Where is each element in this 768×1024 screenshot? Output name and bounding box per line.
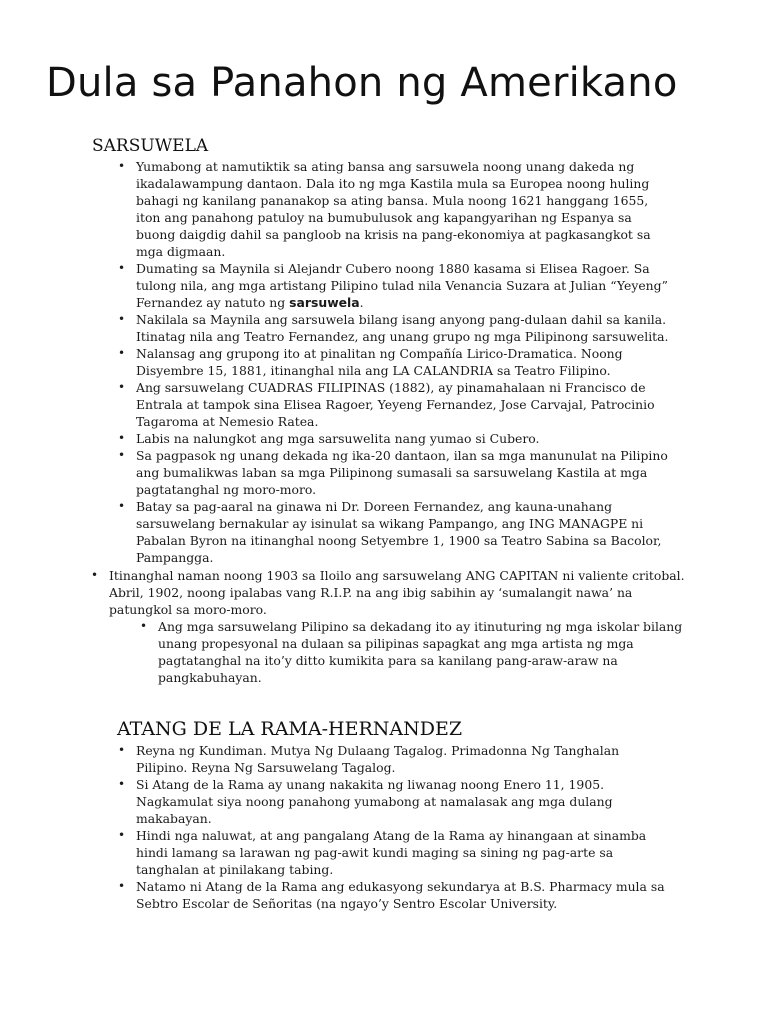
section-heading-atang: ATANG DE LA RAMA-HERNANDEZ [117, 718, 463, 740]
list-item: • Nakilala sa Maynila ang sarsuwela bilang isang anyong pang-dulaan dahil sa kanila. Itinatag nila ang Teatro Fernandez, ang unang grupo ng mga Pilipinong sarsuwelita. [114, 311, 674, 345]
bold-keyword: sarsuwela [289, 295, 360, 310]
list-item: • Yumabong at namutiktik sa ating bansa ang sarsuwela noong unang dakeda ng ikadalawampung dantaon. Dala ito ng mga Kastila mula sa Europea noong huling bahagi ng kanilang pananakop sa ating bansa. Mula noong 1621 hanggang 1655, iton ang panahong patuloy na bumubulusok ang kapangyarihan ng Espanya sa buong daigdig dahil sa pangloob na krisis na pang-ekonomiya at pagkasangkot sa mga digmaan. [114, 158, 674, 260]
list-item: • Ang mga sarsuwelang Pilipino sa dekadang ito ay itinuturing ng mga iskolar bilang unang propesyonal na dulaan sa pilipinas sapagkat ang mga artista ng mga pagtatanghal na ito’y ditto kumikita para sa kanilang pang-araw-araw na pangkabuhayan. [136, 618, 687, 686]
list-item: • Ang sarsuwelang CUADRAS FILIPINAS (1882), ay pinamahalaan ni Francisco de Entrala at tampok sina Elisea Ragoer, Yeyeng Fernandez, Jose Carvajal, Patrocinio Tagaroma at Nemesio Ratea. [114, 379, 674, 430]
outer-bullet-list [87, 567, 687, 686]
list-item-text: Itinanghal naman noong 1903 sa Iloilo ang sarsuwelang ANG CAPITAN ni valiente critobal. Abril, 1902, noong ipalabas vang R.I.P. na ang ibig sabihin ay ‘sumalangit nawa’ na patungkol sa moro-moro. [109, 568, 685, 617]
list-item: • Sa pagpasok ng unang dekada ng ika-20 dantaon, ilan sa mga manunulat na Pilipino ang bumalikwas laban sa mga Pilipinong sumasali sa sarsuwelang Kastila at mga pagtatanghal ng moro-moro. [114, 447, 674, 498]
list-item-text: Dumating sa Maynila si Alejandr Cubero noong 1880 kasama si Elisea Ragoer. Sa tulong nila, ang mga artistang Pilipino tulad nila Venancia Suzara at Julian “Yeyeng” Fernandez ay natuto ng [136, 261, 668, 310]
list-item [87, 567, 687, 686]
list-item: • Batay sa pag-aaral na ginawa ni Dr. Doreen Fernandez, ang kauna-unahang sarsuwelang bernakular ay isinulat sa wikang Pampango, ang ING MANAGPE ni Pabalan Byron na itinanghal noong Setyembre 1, 1900 sa Teatro Sabina sa Bacolor, Pampangga. [114, 498, 674, 566]
list-item: • Reyna ng Kundiman. Mutya Ng Dulaang Tagalog. Primadonna Ng Tanghalan Pilipino. Reyna Ng Sarsuwelang Tagalog. [114, 742, 674, 776]
page-title: Dula sa Panahon ng Amerikano [46, 60, 678, 106]
list-item: • Si Atang de la Rama ay unang nakakita ng liwanag noong Enero 11, 1905. Nagkamulat siya noong panahong yumabong at namalasak ang mga dulang makabayan. [114, 776, 674, 827]
nested-bullet-list [109, 618, 687, 686]
section-heading-sarsuwela: SARSUWELA [92, 136, 209, 156]
list-item: • Labis na nalungkot ang mga sarsuwelita nang yumao si Cubero. [114, 430, 674, 447]
sarsuwela-bullet-list [114, 158, 674, 566]
atang-bullet-list [114, 742, 674, 912]
list-item: • Nalansag ang grupong ito at pinalitan ng Compañía Lirico-Dramatica. Noong Disyembre 15, 1881, itinanghal nila ang LA CALANDRIA sa Teatro Filipino. [114, 345, 674, 379]
list-item [114, 260, 674, 311]
list-item-suffix: . [359, 295, 364, 310]
list-item: • Natamo ni Atang de la Rama ang edukasyong sekundarya at B.S. Pharmacy mula sa Sebtro Escolar de Señoritas (na ngayo’y Sentro Escolar University. [114, 878, 674, 912]
list-item: • Hindi nga naluwat, at ang pangalang Atang de la Rama ay hinangaan at sinamba hindi lamang sa larawan ng pag-awit kundi maging sa sining ng pag-arte sa tanghalan at pinilakang tabing. [114, 827, 674, 878]
